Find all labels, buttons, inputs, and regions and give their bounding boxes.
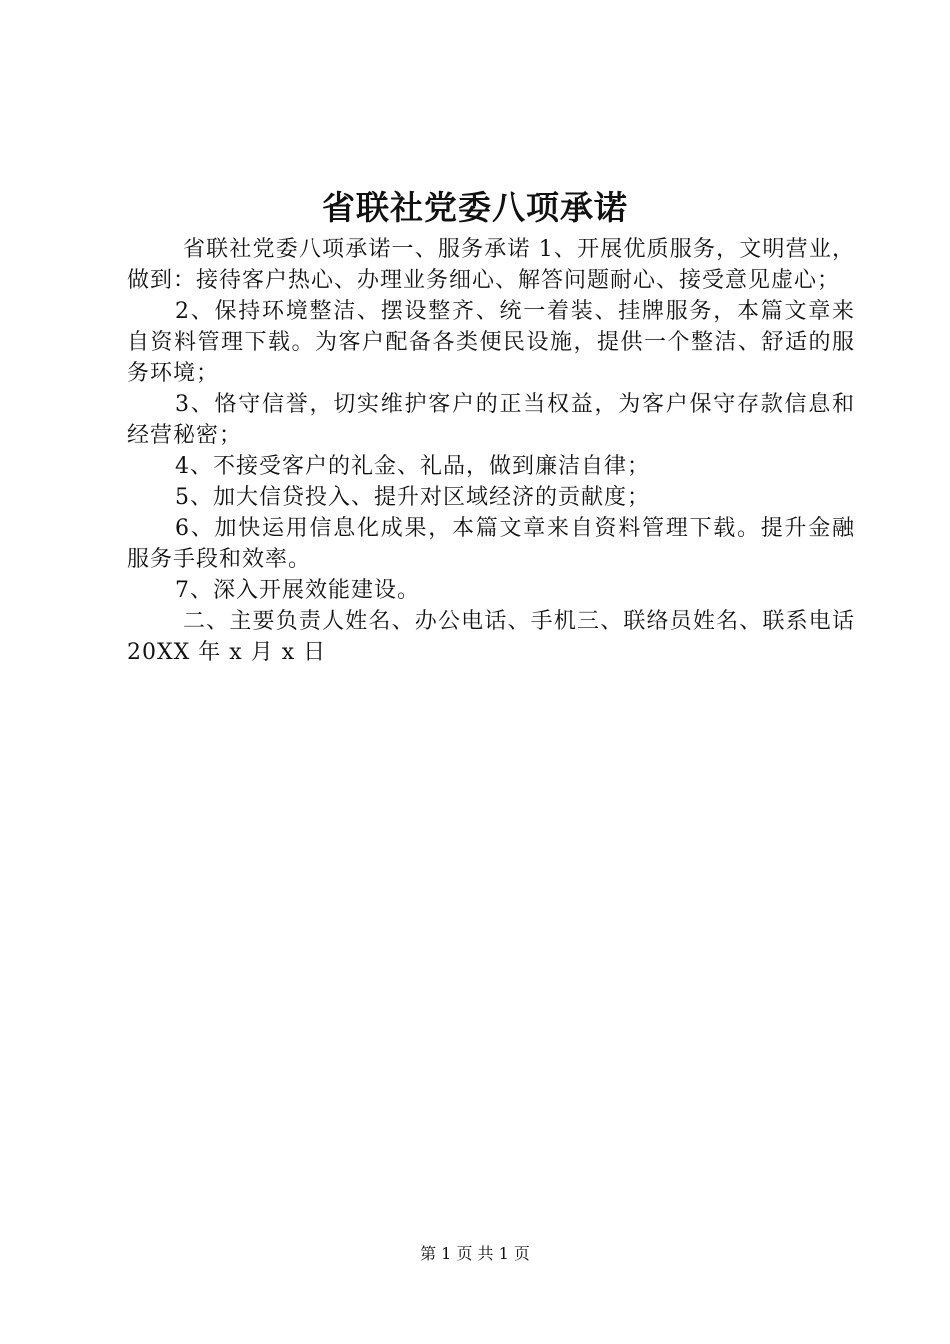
page-footer: 第 1 页 共 1 页 bbox=[420, 1244, 530, 1263]
page-title: 省联社党委八项承诺 bbox=[322, 188, 628, 227]
paragraph: 6、加快运用信息化成果，本篇文章来自资料管理下载。提升金融服务手段和效率。 bbox=[127, 516, 855, 572]
paragraph: 二、主要负责人姓名、办公电话、手机三、联络员姓名、联系电话 20XX 年 x 月 x 日 bbox=[127, 609, 855, 665]
paragraph: 5、加大信贷投入、提升对区域经济的贡献度； bbox=[175, 485, 650, 510]
paragraph: 省联社党委八项承诺一、服务承诺 1、开展优质服务，文明营业，做到：接待客户热心、办理业务细心、解答问题耐心、接受意见虚心； bbox=[127, 237, 855, 293]
document-body bbox=[127, 234, 855, 668]
paragraph: 2、保持环境整洁、摆设整齐、统一着装、挂牌服务，本篇文章来自资料管理下载。为客户配备各类便民设施，提供一个整洁、舒适的服务环境； bbox=[127, 299, 855, 386]
paragraph: 4、不接受客户的礼金、礼品，做到廉洁自律； bbox=[175, 454, 650, 479]
paragraph: 3、恪守信誉，切实维护客户的正当权益，为客户保守存款信息和经营秘密； bbox=[127, 392, 855, 448]
paragraph: 7、深入开展效能建设。 bbox=[175, 578, 420, 603]
